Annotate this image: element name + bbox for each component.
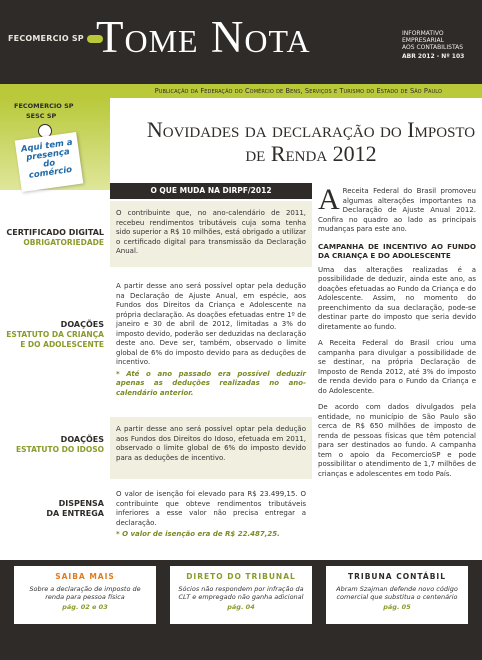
side-line: INFORMATIVO	[402, 30, 444, 37]
article-paragraph: Uma das alterações realizadas é a possibilidade de deduzir, ainda este ano, as doações efetuadas ao Fundo da Criança e do Adolescente. Assim, no momento do preenchimento da sua declaração, pode-se destinar parte do imposto que seria devido diretamente ao fundo.	[318, 265, 476, 331]
row-label-sub: ESTATUTO DA CRIANÇA E DO ADOLESCENTE	[6, 330, 104, 349]
row-label-sub: OBRIGATORIEDADE	[23, 238, 104, 247]
footer-box-desc: Abram Szajman defende novo código comercial que substitua o centenário	[336, 585, 458, 601]
side-line: AOS CONTABILISTAS	[402, 44, 464, 51]
publication-subtitle: Publicação da Federação do Comércio de Bens, Serviços e Turismo do Estado de São Paulo	[0, 84, 482, 98]
footer-box-title: SAIBA MAIS	[55, 572, 115, 581]
sidebar-logos	[0, 98, 110, 190]
table-header: O QUE MUDA NA DIRPF/2012	[110, 183, 312, 199]
row-label-main: CERTIFICADO DIGITAL	[6, 228, 104, 237]
article-subhead: CAMPANHA DE INCENTIVO AO FUNDO DA CRIANÇA E DO ADOLESCENTE	[318, 241, 476, 260]
issue-number: ABR 2012 - Nº 103	[402, 53, 465, 60]
row-label-sub: DA ENTREGA	[46, 509, 104, 518]
footer-box-tribuna-contabil[interactable]	[326, 566, 468, 624]
newsletter-title: Tome Nota	[96, 12, 311, 62]
row-label-main: DISPENSA	[58, 499, 104, 508]
fecomercio-logo-text: FECOMERCIO SP	[8, 34, 84, 43]
article-paragraph: A Receita Federal do Brasil criou uma campanha para divulgar a possibilidade de se destinar, na própria Declaração de Imposto de Renda 2012, até 3% do imposto de renda devido para o Fundo da Criança e do Adolescente.	[318, 339, 476, 395]
sesc-logo: SESC SP	[26, 112, 57, 120]
footer-box-page[interactable]: pág. 05	[383, 603, 411, 611]
footer-box-desc: Sobre a declaração de imposto de renda para pessoa física	[29, 585, 141, 601]
row-text-dispensa	[110, 482, 312, 542]
row-label-sub: ESTATUTO DO IDOSO	[16, 445, 104, 454]
row-body: A partir desse ano será possível optar pela dedução na Declaração de Ajuste Anual, em espécie, aos Fundos dos Direitos da Criança e Adolescente na própria declaração. As doações efetuadas entre 1º de janeiro e 30 de abril de 2012, limitadas a 3% do imposto devido, poderão ser deduzidas na declaração deste ano. Deve ser, também, observado o limite global de 6% do imposto devido para as deduções de incentivo.	[116, 282, 306, 366]
masthead	[0, 0, 482, 84]
article-intro	[318, 183, 476, 235]
footer-box-saiba-mais[interactable]	[14, 566, 156, 624]
presence-sticker: Aqui tem a presença do comércio	[15, 132, 84, 192]
footer-box-direto-tribunal[interactable]	[170, 566, 312, 624]
article-body	[318, 183, 476, 486]
row-text-certificado	[110, 201, 312, 267]
row-label-main: DOAÇÕES	[60, 320, 104, 329]
row-body: O contribuinte que, no ano-calendário de 2011, recebeu rendimentos tributáveis cuja soma tenha sido superior a R$ 10 milhões, está obrigado a utilizar o certificado digital para transmissão da Declaração Anual.	[116, 209, 306, 255]
row-text-doacoes-idoso	[110, 417, 312, 479]
footer-box-page[interactable]: pág. 02 e 03	[62, 603, 108, 611]
footer-box-page[interactable]: pág. 04	[227, 603, 255, 611]
footer-box-title: DIRETO DO TRIBUNAL	[186, 572, 296, 581]
row-text-doacoes-eca	[110, 270, 312, 414]
row-label-doacoes-idoso	[0, 435, 110, 455]
row-label-doacoes-eca	[0, 320, 110, 350]
side-line: EMPRESARIAL	[402, 37, 444, 44]
fecomercio-logo	[8, 34, 103, 43]
row-note: * O valor de isenção era de R$ 22.487,25.	[116, 530, 280, 538]
row-note: * Até o ano passado era possível deduzir apenas as deduções realizadas no ano-calendário anterior.	[116, 369, 306, 397]
row-label-main: DOAÇÕES	[60, 435, 104, 444]
footer-box-desc: Sócios não respondem por infração da CLT e empregado não ganha adicional	[178, 585, 304, 601]
row-label-certificado	[0, 228, 110, 248]
fecomercio-small-logo: FECOMERCIO SP	[14, 102, 74, 110]
row-label-dispensa	[0, 499, 110, 519]
masthead-side-info	[402, 30, 478, 60]
footer-box-title: TRIBUNA CONTÁBIL	[348, 572, 446, 581]
drop-cap: A	[318, 183, 340, 216]
article-paragraph: De acordo com dados divulgados pela entidade, no município de São Paulo são cerca de R$ 650 milhões de imposto de renda de pessoas físicas que têm potencial para ser destinados ao fundo. A campanha tem o apoio da FecomercioSP e pode possibilitar o atendimento de 1,7 milhões de crianças e adolescentes em todo País.	[318, 403, 476, 478]
article-intro-text: Receita Federal do Brasil promoveu algumas alterações importantes na Declaração de Ajuste Anual 2012. Confira no quadro ao lado as principais mudanças para este ano.	[318, 187, 476, 233]
row-body: O valor de isenção foi elevado para R$ 23.499,15. O contribuinte que obteve rendimentos tributáveis inferiores a esse valor não precisa entregar a declaração.	[116, 490, 306, 527]
row-body: A partir desse ano será possível optar pela dedução aos Fundos dos Direitos do Idoso, efetuada em 2011, observado o limite global de 6% do imposto devido para as deduções de incentivo.	[116, 425, 306, 462]
headline: Novidades da declaração do Imposto de Renda 2012	[146, 117, 476, 166]
